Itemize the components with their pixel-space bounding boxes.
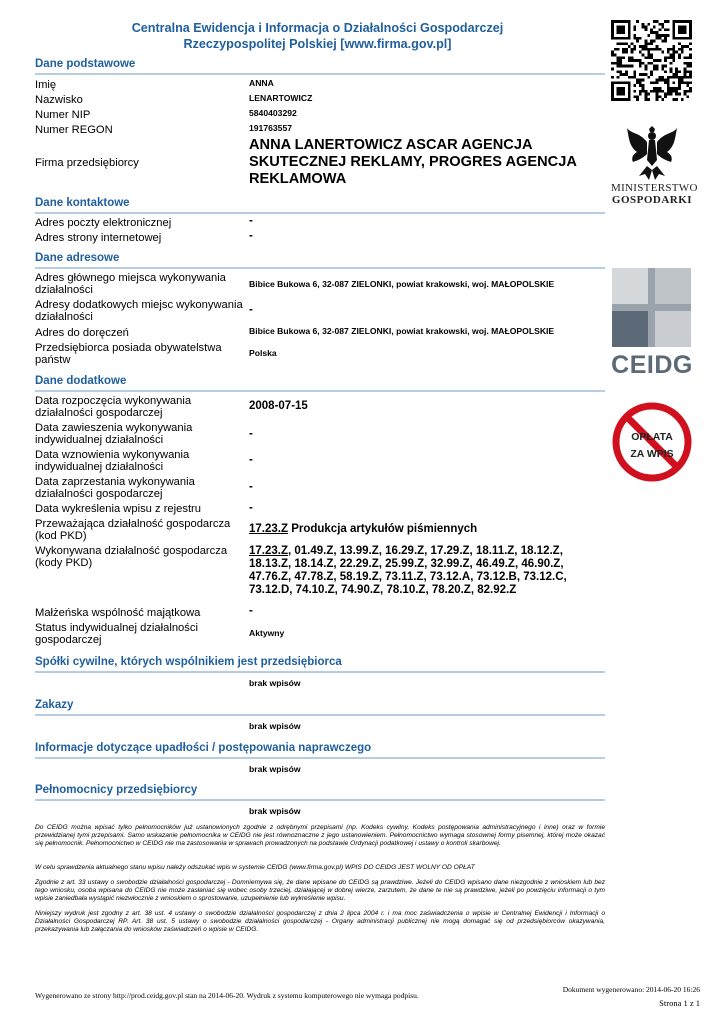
value-nip: 5840403292	[249, 108, 297, 118]
ministry-line-2: GOSPODARKI	[611, 194, 693, 206]
stamp-line-1: OPŁATA	[631, 431, 673, 443]
label-adres-glowny: Adres głównego miejsca wykonywania działalności	[35, 272, 226, 296]
value-www: -	[249, 230, 253, 242]
value-data-wznowienia: -	[249, 454, 253, 466]
section-upadlosc: Informacje dotyczące upadłości / postępowania naprawczego	[35, 741, 605, 759]
value-upadlosc-brak: brak wpisów	[249, 764, 301, 774]
section-pelnomocnicy: Pełnomocnicy przedsiębiorcy	[35, 783, 605, 801]
ministry-line-1: MINISTERSTWO	[611, 182, 698, 194]
polish-eagle-emblem-icon	[625, 122, 679, 182]
label-regon: Numer REGON	[35, 124, 113, 136]
value-adres-glowny: Bibice Bukowa 6, 32-087 ZIELONKI, powiat krakowski, woj. MAŁOPOLSKIE	[249, 279, 555, 289]
label-firma: Firma przedsiębiorcy	[35, 157, 139, 169]
value-wspolnosc: -	[249, 605, 253, 617]
ceidg-logo-text: CEIDG	[611, 351, 693, 379]
value-pkd-przewazajaca	[249, 523, 601, 536]
note-art-33: Zgodnie z art. 33 ustawy o swobodzie działalności gospodarczej - Domniemywa się, że dane wpisane do CEIDG są prawdziwe. Jeżeli do CEIDG wpisano dane niezgodnie z wnioskiem lub bez tego wniosku, osoba wpisana do CEIDG nie może zasłaniać się wobec osoby trzeciej, działającej w dobrej wierze, zarzutem, że dane te nie są prawdziwe, jeżeli po powzięciu informacji o tym wpisie zaniedbała wystąpić niezwłocznie z wnioskiem o sprostowanie, uzupełnienie lub wykreślenie wpisu.	[35, 879, 605, 903]
value-zakazy-brak: brak wpisów	[249, 721, 301, 731]
footer-generated-at: Dokument wygenerowano: 2014-06-20 16:26	[562, 985, 700, 994]
footer-page-number: Strona 1 z 1	[659, 998, 700, 1008]
value-adres-doreczen: Bibice Bukowa 6, 32-087 ZIELONKI, powiat krakowski, woj. MAŁOPOLSKIE	[249, 326, 555, 336]
value-firma: ANNA LANERTOWICZ ASCAR AGENCJA SKUTECZNEJ REKLAMY, PROGRES AGENCJA REKLAMOWA	[249, 137, 577, 187]
label-data-zaprzestania: Data zaprzestania wykonywania działalności gospodarczej	[35, 476, 195, 500]
value-data-wykreslenia: -	[249, 502, 253, 514]
pkd-codes-list: , 01.49.Z, 13.99.Z, 16.29.Z, 17.29.Z, 18.11.Z, 18.12.Z, 18.13.Z, 18.14.Z, 22.29.Z, 25.99.Z, 32.99.Z, 46.49.Z, 46.90.Z, 47.76.Z, 47.78.Z, 58.19.Z, 73.11.Z, 73.12.A, 73.12.B, 73.12.C, 73.12.D, 74.10.Z, 74.90.Z, 78.10.Z, 78.20.Z, 82.92.Z	[249, 545, 567, 596]
value-nazwisko: LENARTOWICZ	[249, 93, 313, 103]
ministry-logo-text	[611, 182, 698, 206]
value-data-rozpoczecia: 2008-07-15	[249, 400, 308, 412]
qr-code-icon	[611, 19, 692, 102]
note-sprawdzenie: W celu sprawdzenia aktualnego stanu wpisu należy odszukać wpis w systemie CEIDG (www.firma.gov.pl) WPIS DO CEIDG JEST WOLNY OD OPŁAT	[35, 864, 475, 871]
label-pkd-wykonywana: Wykonywana działalność gospodarcza (kody PKD)	[35, 545, 228, 569]
value-spolki-brak: brak wpisów	[249, 678, 301, 688]
section-dane-dodatkowe: Dane dodatkowe	[35, 374, 605, 392]
label-imie: Imię	[35, 79, 57, 91]
label-nazwisko: Nazwisko	[35, 94, 83, 106]
value-status: Aktywny	[249, 628, 285, 638]
label-status: Status indywidualnej działalności gospodarczej	[35, 622, 198, 646]
section-dane-podstawowe: Dane podstawowe	[35, 57, 605, 75]
value-regon: 191763557	[249, 123, 293, 133]
value-adresy-dodatkowe: -	[249, 304, 253, 316]
note-art-38: Niniejszy wydruk jest zgodny z art. 38 ust. 4 ustawy o swobodzie działalności gospodarczej z dnia 2 lipca 2004 r. i ma moc zaświadczenia o wpisie w Centralnej Ewidencji i Informacji o Działalności Gospodarczej RP. Art. 38 ust. 5 ustawy o swobodzie działalności gospodarczej - Organy administracji publicznej nie mogą domagać się od przedsiębiorców okazywania, przekazywania lub załączania do wniosków zaświadczeń o wpisie w CEIDG.	[35, 910, 605, 934]
value-pelnomocnicy-brak: brak wpisów	[249, 806, 301, 816]
label-pkd-przewazajaca: Przeważająca działalność gospodarcza (kod PKD)	[35, 518, 231, 542]
label-data-zawieszenia: Data zawieszenia wykonywania indywidualnej działalności	[35, 422, 193, 446]
value-obywatelstwo: Polska	[249, 348, 277, 358]
label-data-rozpoczecia: Data rozpoczęcia wykonywania działalności gospodarczej	[35, 395, 192, 419]
stamp-line-2: ZA WPIS	[630, 448, 674, 460]
label-adresy-dodatkowe: Adresy dodatkowych miejsc wykonywania działalności	[35, 299, 243, 323]
value-pkd-wykonywana	[249, 545, 589, 597]
label-adres-doreczen: Adres do doręczeń	[35, 327, 129, 339]
section-zakazy: Zakazy	[35, 698, 605, 716]
label-data-wznowienia: Data wznowienia wykonywania indywidualnej działalności	[35, 449, 190, 473]
pkd-link-first[interactable]: 17.23.Z	[249, 545, 288, 557]
document-header	[35, 20, 600, 52]
label-email: Adres poczty elektronicznej	[35, 217, 172, 229]
note-pelnomocnicy: Do CEIDG można wpisać tylko pełnomocników już ustanowionych zgodnie z odrębnymi przepisami (np. Kodeks cywilny, Kodeks postępowania administracyjnego i inne) oraz w formie przewidzianej tymi przepisami. Samo wskazanie pełnomocnika w CEIDG nie jest równoznaczne z jego ustanowieniem. Pełnomocnictwo wymaga stosownej formy pisemnej, której może okazać się pełnomocnik. Pełnomocnictwo w CEIDG nie ma zastosowania w sprawach prowadzonych na podstawie Ordynacji podatkowej i ustawy o kontroli skarbowej.	[35, 824, 605, 848]
value-data-zawieszenia: -	[249, 428, 253, 440]
pkd-description: Produkcja artykułów piśmiennych	[288, 523, 478, 535]
label-wspolnosc: Małżeńska wspólność majątkowa	[35, 607, 201, 619]
footer-generated-from: Wygenerowano ze strony http://prod.ceidg.gov.pl stan na 2014-06-20. Wydruk z systemu komputerowego nie wymaga podpisu.	[35, 991, 419, 1000]
section-spolki-cywilne: Spółki cywilne, których wspólnikiem jest przedsiębiorca	[35, 655, 605, 673]
header-line-1: Centralna Ewidencja i Informacja o Działalności Gospodarczej	[131, 21, 504, 35]
label-data-wykreslenia: Data wykreślenia wpisu z rejestru	[35, 503, 202, 515]
ceidg-logo-icon	[612, 268, 691, 347]
label-nip: Numer NIP	[35, 109, 91, 121]
label-obywatelstwo: Przedsiębiorca posiada obywatelstwa państw	[35, 342, 222, 366]
value-imie: ANNA	[249, 78, 274, 88]
value-data-zaprzestania: -	[249, 481, 253, 493]
label-www: Adres strony internetowej	[35, 232, 162, 244]
section-dane-kontaktowe: Dane kontaktowe	[35, 196, 605, 214]
section-dane-adresowe: Dane adresowe	[35, 251, 605, 269]
pkd-link-17-23-z[interactable]: 17.23.Z	[249, 523, 288, 535]
header-line-2: Rzeczypospolitej Polskiej [www.firma.gov.pl]	[183, 37, 452, 51]
value-email: -	[249, 215, 253, 227]
